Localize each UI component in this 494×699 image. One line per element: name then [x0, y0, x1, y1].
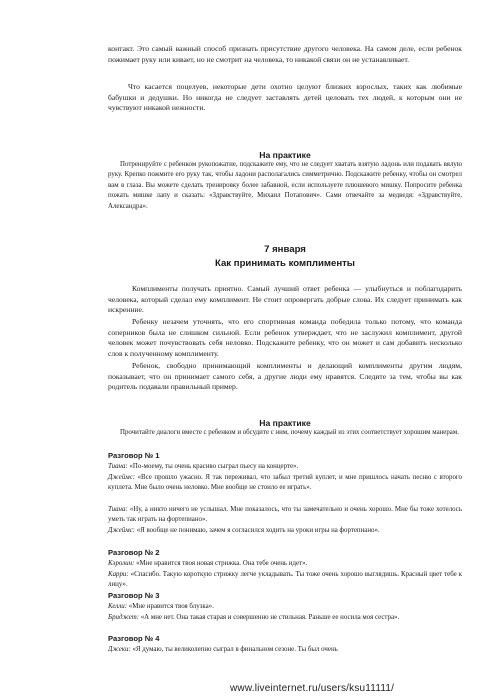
practice-heading-2: На практике [259, 418, 311, 428]
dialogue-line [108, 570, 462, 591]
speaker-name: Бриджет: [108, 614, 139, 621]
dialogue-text: «Я думаю, ты великолепно сыграл в финальном сезоне. Ты был очень [132, 646, 338, 653]
conversation-title: Разговор № 1 [108, 451, 160, 460]
dialogue-line [108, 473, 462, 494]
conversation-title: Разговор № 2 [108, 548, 160, 557]
dialogue-text: «Я вообще не понимаю, зачем я согласился ходить на уроки игры на фортепиано». [136, 527, 380, 534]
speaker-name: Келли: [108, 603, 128, 610]
dialogue-text: «Мне нравится твоя новая стрижка. Она тебе очень идет». [136, 560, 308, 567]
dialogue-text: «Мне нравится твоя блузка». [128, 603, 214, 610]
section-title: Как принимать комплименты [215, 258, 355, 269]
dialogue-text: «Спасибо. Такую короткую стрижку легче укладывать. Ты тоже очень хорошо выглядишь. Красный цвет тебе к лицу». [108, 571, 462, 589]
dialogue-line [108, 462, 462, 472]
dialogue-line [108, 602, 462, 612]
intro-paragraph-1: контакт. Это самый важный способ признать присутствие другого человека. На самом деле, если ребенок пожимает руку или кивает, но не смотрит на человека, то никакой связи он не устанавливает. [108, 44, 462, 64]
intro-paragraph-2: Что касается поцелуев, некоторые дети охотно целуют близких взрослых, таких как любимые бабушки и дедушки. Но никогда не следует заставлять детей целовать тех людей, к которым они не чувствуют никакой нежности. [108, 82, 462, 113]
dialogue-line [108, 645, 462, 655]
practice-text-1: Потренируйте с ребенком рукопожатие, подскажите ему, что не следует хватать взятую ладонь или подавать вялую руку. Крепко пожмите его руку так, чтобы ладони располагались симметрично. Подскажите ребенку, чтобы он смотрел вам в глаза. Вы можете сделать тренировку более забавной, если используете плюшевого мишку. Попросите ребенка пожать мишке лапу и сказать: «Здравствуйте, Михаил Потапович». Сами отвечайте за медведя: «Здравствуйте, Александра». [108, 161, 462, 210]
speaker-name: Кэролин: [108, 560, 135, 567]
section-paragraph-2: Ребенку незачем уточнять, что его спортивная команда победила только потому, что команда соперников была не слишком сильной. Если ребенок утверждает, что не заслужил комплимент, другой человек может почувствовать себя неловко. Подскажите ребенку, что он может и сам добавить несколько слов к полученному комплименту. [108, 317, 462, 358]
conversation-title: Разговор № 4 [108, 634, 160, 643]
speaker-name: Джеймс: [108, 527, 135, 534]
dialogue-line [108, 613, 462, 623]
practice-intro-2: Прочитайте диалоги вместе с ребенком и обсудите с ним, почему каждый из этих соответствует хорошим манерам. [120, 429, 459, 436]
dialogue-text: «Все прошло ужасно. Я так переживал, что забыл третий куплет, и мне пришлось начать песню с второго куплета. Мне было очень неловко. Мне вообще не стоило ее играть». [108, 474, 462, 492]
dialogue-line [108, 559, 462, 569]
conversation-title: Разговор № 3 [108, 591, 160, 600]
dialogue-text: «А мне нет. Она такая старая и совершенно не стильная. Раньше ее носила моя сестра». [140, 614, 400, 621]
section-paragraph-1: Комплименты получать приятно. Самый лучший ответ ребенка — улыбнуться и поблагодарить человека, который сделал ему комплимент. Не стоит опровергать добрые слова. Их следует принимать как искренние. [108, 284, 462, 315]
speaker-name: Тиана: [108, 506, 128, 513]
speaker-name: Тиана: [108, 463, 128, 470]
practice-heading-1: На практике [259, 150, 311, 160]
section-paragraph-3: Ребенок, свободно принимающий комплименты и делающий комплименты другим людям, показывает, что он принимает самого себя, а другие люди ему нравятся. Следите за тем, чтобы вы как родитель подавали правильный пример. [108, 361, 462, 392]
speaker-name: Карри: [108, 571, 129, 578]
footer-url: www.liveinternet.ru/users/ksu11111/ [230, 683, 395, 694]
section-date: 7 января [264, 244, 306, 255]
speaker-name: Джеки: [108, 646, 131, 653]
speaker-name: Джеймс: [108, 474, 135, 481]
dialogue-line [108, 526, 462, 536]
dialogue-line [108, 505, 462, 526]
dialogue-text: «Ну, а никто ничего не услышал. Мне показалось, что ты замечательно и очень хорошо. Мне бы тоже хотелось уметь так играть на фортепиано». [108, 506, 462, 524]
dialogue-text: «По-моему, ты очень красиво сыграл пьесу на концерте». [129, 463, 299, 470]
